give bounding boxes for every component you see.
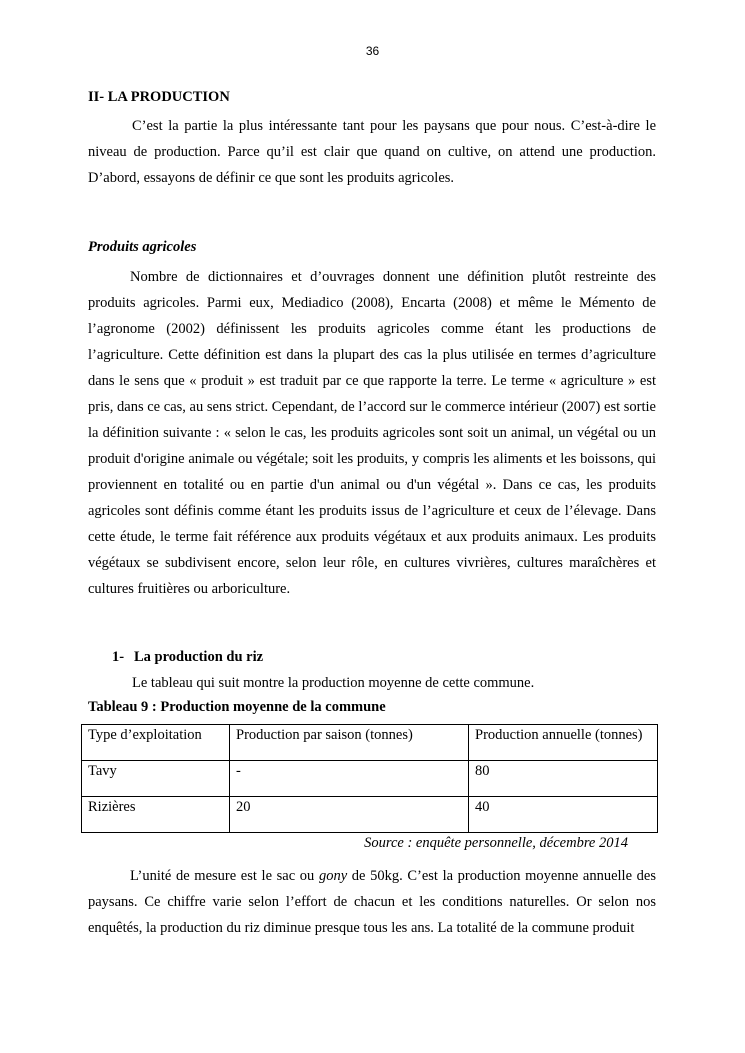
table-caption: Tableau 9 : Production moyenne de la commune: [88, 699, 386, 715]
heading-number: 1-: [112, 649, 125, 665]
intro-paragraph: C’est la partie la plus intéressante tant pour les paysans que pour nous. C’est-à-dire le niveau de production. Parce qu’il est clair que quand on cultive, on attend une production. D’abord, essayons de définir ce que sont les produits agricoles.: [88, 118, 656, 186]
closing-text-end: de 50kg. C’est la production moyenne annuelle des paysans. Ce chiffre varie selon l’effort de chacun et les conditions naturelles. Or selon nos enquêtés, la production du riz diminue presque tous les ans. La totalité de la commune produit: [88, 868, 656, 936]
table-cell: Tavy: [82, 761, 230, 797]
table-row: [82, 761, 658, 797]
table-header-cell: Production par saison (tonnes): [230, 725, 469, 761]
table-cell: 80: [469, 761, 658, 797]
closing-italic-term: gony: [318, 868, 348, 884]
table-lead-text: Le tableau qui suit montre la production moyenne de cette commune.: [132, 675, 535, 691]
heading-title: La production du riz: [134, 649, 264, 665]
section-title: II- LA PRODUCTION: [88, 89, 230, 105]
closing-text-start: L’unité de mesure est le sac ou: [130, 868, 319, 884]
table-header-cell: Type d’exploitation: [82, 725, 230, 761]
closing-paragraph: [88, 863, 656, 941]
table-source: Source : enquête personnelle, décembre 2014: [364, 835, 628, 851]
table-cell: Rizières: [82, 797, 230, 833]
table-cell: 40: [469, 797, 658, 833]
table-header-cell: Production annuelle (tonnes): [469, 725, 658, 761]
table-row: [82, 797, 658, 833]
subsection-title: Produits agricoles: [88, 239, 197, 255]
table-header-row: [82, 725, 658, 761]
definition-paragraph: Nombre de dictionnaires et d’ouvrages donnent une définition plutôt restreinte des produits agricoles. Parmi eux, Mediadico (2008), Encarta (2008) et même le Mémento de l’agronome (2002) définissent les produits agricoles comme étant les productions de l’agriculture. Cette définition est dans la plupart des cas la plus utilisée en termes d’agriculture dans le sens que « produit » est traduit par ce que rapporte la terre. Le terme « agriculture » est pris, dans ce cas, au sens strict. Cependant, de l’accord sur le commerce intérieur (2007) est sortie la définition suivante : « selon le cas, les produits agricoles sont soit un animal, un végétal ou un produit d'origine animale ou végétale; soit les produits, y compris les aliments et les boissons, qui proviennent en totalité ou en partie d'un animal ou d'un végétal ». Dans ce cas, les produits agricoles sont définis comme étant les produits issus de l’agriculture et ceux de l’élevage. Dans cette étude, le terme fait référence aux produits végétaux et aux produits animaux. Les produits végétaux se subdivisent encore, selon leur rôle, en cultures vivrières, cultures maraîchères et cultures fruitières ou arboriculture.: [88, 269, 656, 597]
numbered-heading: [88, 647, 656, 667]
production-table: [81, 724, 658, 833]
table-cell: -: [230, 761, 469, 797]
page-number: 36: [365, 44, 380, 58]
page-content: [88, 87, 656, 941]
table-cell: 20: [230, 797, 469, 833]
